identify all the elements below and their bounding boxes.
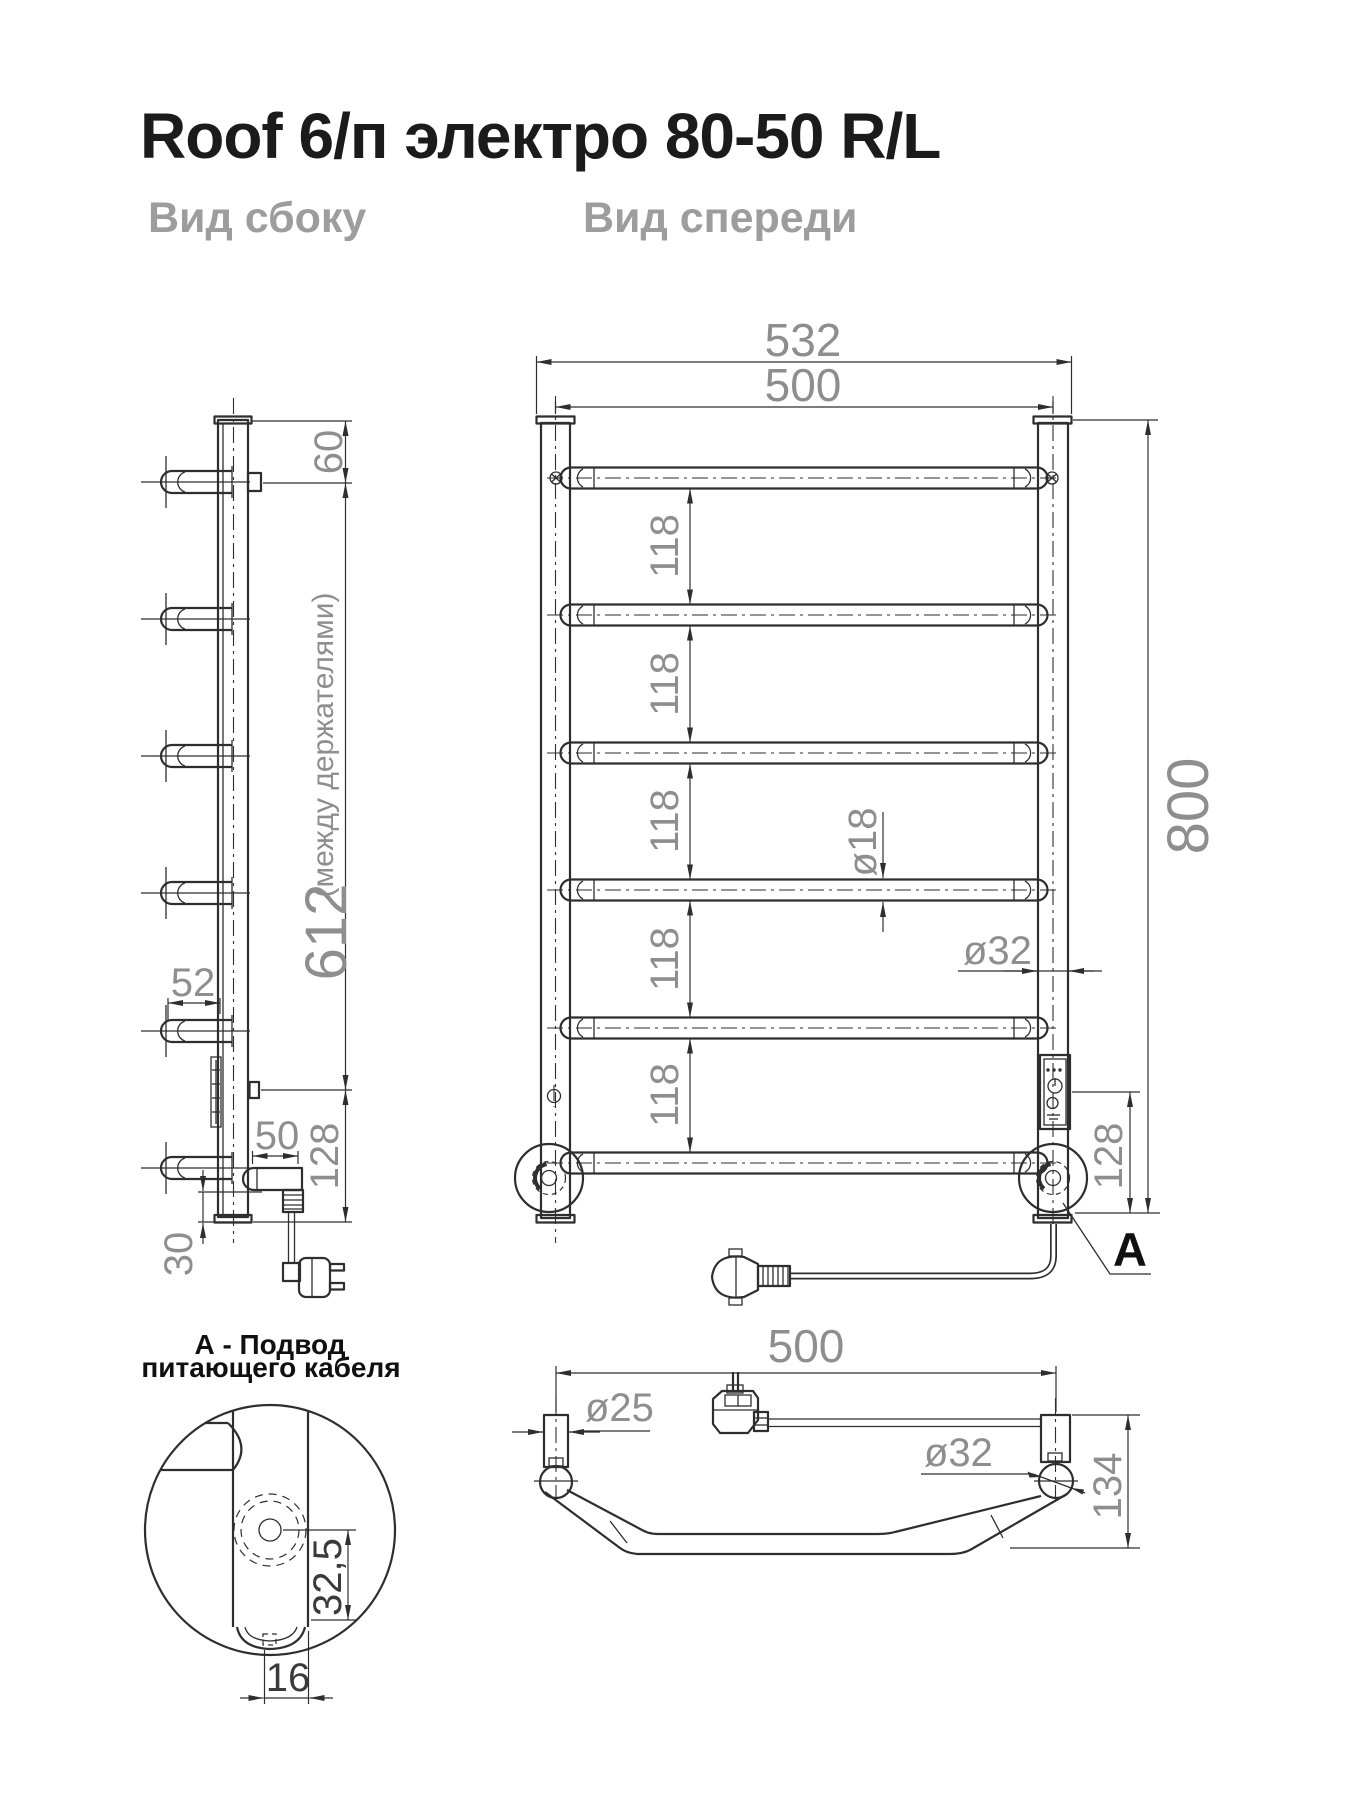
detail-circle	[145, 1405, 395, 1655]
bottom-left-post	[534, 1398, 578, 1504]
front-view	[515, 314, 1221, 1305]
rung	[547, 1153, 1061, 1174]
side-dimensions	[157, 421, 359, 1276]
dim-post-diameter: ø32	[963, 929, 1032, 973]
front-rungs	[547, 468, 1061, 1174]
side-control-panel	[211, 1057, 221, 1127]
front-power-cable	[790, 1224, 1054, 1276]
wall-bracket-left	[515, 1144, 583, 1212]
dim-front-rail-width: 500	[764, 359, 842, 411]
bottom-cable	[768, 1419, 1041, 1427]
wall-holder-pin-bottom	[250, 1082, 260, 1098]
dim-cable-hole-width: 16	[265, 1656, 311, 1700]
side-power-plug	[283, 1258, 344, 1297]
dim-side-bottom-offset: 128	[303, 1122, 347, 1190]
page-title: Roof 6/п электро 80-50 R/L	[140, 100, 941, 172]
rung	[547, 1018, 1061, 1039]
detail-bottom-cap	[237, 1627, 305, 1649]
dim-rung-diameter: ø18	[841, 807, 885, 877]
rung	[141, 730, 250, 782]
bottom-tube-body	[545, 1490, 1067, 1554]
dim-front-height: 800	[1156, 757, 1221, 855]
dim-side-cable-offset: 30	[157, 1231, 201, 1277]
rung	[547, 743, 1061, 764]
dim-side-between-holders: 612	[294, 883, 359, 981]
front-power-plug	[712, 1249, 790, 1305]
dim-bottom-depth: 134	[1086, 1452, 1130, 1520]
detail-post-section	[161, 1410, 308, 1627]
dim-rung-gap-1: 118	[643, 514, 687, 578]
dim-side-holder-length: 52	[170, 961, 216, 1005]
dim-side-unit-depth: 50	[254, 1114, 300, 1158]
detail-a	[141, 1329, 400, 1704]
detail-a-title-line1: А - Подвод	[194, 1329, 346, 1360]
dim-bottom-rail-width: 500	[767, 1320, 845, 1372]
dim-side-between-holders-note: (между держателями)	[307, 592, 340, 898]
detail-a-title-line2: питающего кабеля	[141, 1352, 401, 1383]
dim-rung-gap-3: 118	[643, 789, 687, 853]
dim-front-bottom-offset: 128	[1087, 1122, 1131, 1190]
dim-side-top-offset: 60	[307, 429, 351, 475]
bottom-dimensions	[512, 1320, 1140, 1548]
dim-bottom-post-diameter: ø32	[924, 1431, 993, 1475]
dim-front-overall-width: 532	[764, 314, 842, 366]
front-dimensions	[537, 314, 1222, 1276]
front-control-panel	[1040, 1055, 1070, 1129]
side-view-heading: Вид сбоку	[148, 194, 367, 242]
rung	[547, 605, 1061, 626]
side-view	[141, 398, 359, 1297]
front-left-post	[537, 396, 575, 1243]
dim-gland-offset: 32,5	[306, 1538, 350, 1616]
bottom-view	[512, 1320, 1140, 1554]
callout-a-label: А	[1113, 1223, 1147, 1276]
bottom-plug	[713, 1372, 768, 1433]
rung	[547, 880, 1061, 901]
rung	[547, 468, 1061, 489]
side-post	[215, 398, 252, 1243]
dim-bottom-rung-diameter: ø25	[585, 1386, 654, 1430]
front-view-heading: Вид спереди	[583, 194, 858, 242]
dim-rung-gap-4: 118	[643, 927, 687, 991]
post-vent	[548, 1085, 561, 1107]
dim-rung-gap-5: 118	[643, 1063, 687, 1127]
dim-rung-gap-2: 118	[643, 652, 687, 716]
